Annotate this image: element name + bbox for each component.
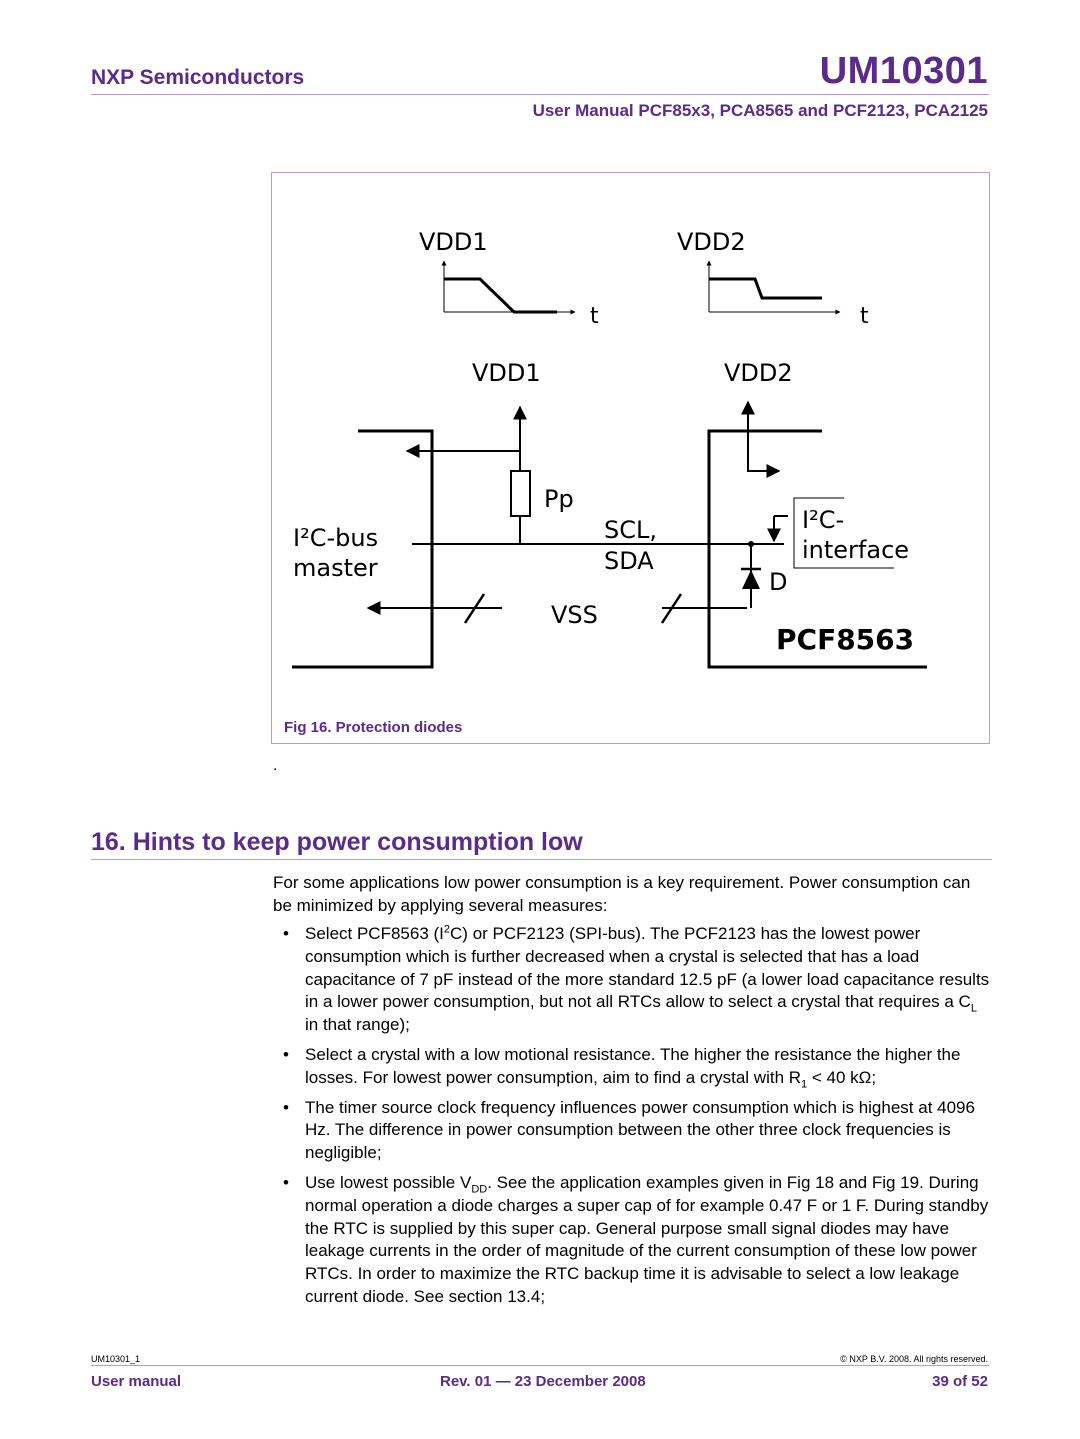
label-pp: Pp: [544, 485, 574, 513]
list-item: • Select PCF8563 $(I^2C)$ or PCF2123 (SPI-bus). The PCF2123 has the lowest power consumption which is further decreased when a crystal is selected that has a load capacitance of 7 pF instead of the more standard 12.5 pF (a lower load capacitance results in a lower power consumption, but not all RTCs allow to select a crystal that requires a $C_L$ in that range);: [283, 923, 990, 1035]
section-rule: [91, 859, 992, 860]
label-vdd1: VDD1: [472, 359, 541, 387]
company-name: NXP Semiconductors: [91, 66, 305, 89]
list-item: • Select a crystal with a low motional resistance. The higher the resistance the higher the losses. For lowest power consumption, aim to find a crystal with $R_1 < 40$ kΩ;: [283, 1044, 961, 1091]
footer-doc-type: User manual: [91, 1373, 182, 1390]
diode-d: [742, 570, 760, 589]
vdd1-waveform: [444, 279, 557, 312]
label-d: D: [769, 568, 788, 596]
footer-copyright: © NXP B.V. 2008. All rights reserved.: [840, 1354, 988, 1364]
bullet: •: [283, 1044, 289, 1064]
footer-page-number: 39 of 52: [932, 1373, 988, 1390]
footer-revision: Rev. 01 — 23 December 2008: [440, 1373, 646, 1390]
document-id: UM10301: [819, 50, 988, 92]
header-rule: [91, 94, 989, 95]
label-vdd2: VDD2: [724, 359, 793, 387]
label-t1: t: [590, 304, 599, 329]
stray-dot: .: [273, 757, 278, 774]
bullet: •: [283, 1097, 289, 1117]
footer-doc-code: UM10301_1: [91, 1354, 141, 1364]
bus-junction: [748, 541, 754, 547]
label-vdd1-top: VDD1: [419, 228, 488, 256]
label-i2c-interface-2: interface: [802, 536, 910, 564]
label-vss: VSS: [551, 601, 598, 629]
section-title: 16. Hints to keep power consumption low: [91, 828, 583, 856]
label-i2c-bus: I²C-bus: [293, 524, 379, 552]
resistor-pp: [511, 471, 530, 516]
section-intro: For some applications low power consumption is a key requirement. Power consumption can be minimized by applying several measures:: [273, 873, 971, 915]
measures-list: [273, 923, 993, 1316]
list-item: • Use lowest possible $V_{DD}$. See the application examples given in Fig 18 and Fig 19. During normal operation a diode charges a super cap of for example 0.47 F or 1 F. During standby the RTC is supplied by this super cap. General purpose small signal diodes may have leakage currents in the order of magnitude of the current consumption of these low power RTCs. In order to maximize the RTC backup time it is advisable to select a low leakage current diode. See section 13.4;: [283, 1172, 989, 1306]
list-item: • The timer source clock frequency influences power consumption which is highest at 4096 Hz. The difference in power consumption between the other three clock frequencies is negligible;: [283, 1097, 975, 1163]
label-chip: PCF8563: [776, 623, 915, 656]
label-scl: SCL,: [604, 516, 657, 544]
protection-diodes-diagram: [272, 173, 988, 713]
figure-caption: Fig 16. Protection diodes: [284, 719, 463, 736]
label-sda: SDA: [604, 547, 654, 575]
vdd2-supply-wire-in: [748, 433, 779, 471]
label-t2: t: [860, 304, 869, 329]
label-i2c-interface-1: I²C-: [802, 506, 845, 534]
label-master: master: [293, 554, 378, 582]
bullet: •: [283, 924, 289, 943]
vdd2-waveform: [709, 279, 822, 298]
bullet: •: [283, 1172, 289, 1192]
footer-rule: [91, 1365, 989, 1366]
label-vdd2-top: VDD2: [677, 228, 746, 256]
document-subtitle: User Manual PCF85x3, PCA8565 and PCF2123, PCA2125: [532, 101, 988, 120]
